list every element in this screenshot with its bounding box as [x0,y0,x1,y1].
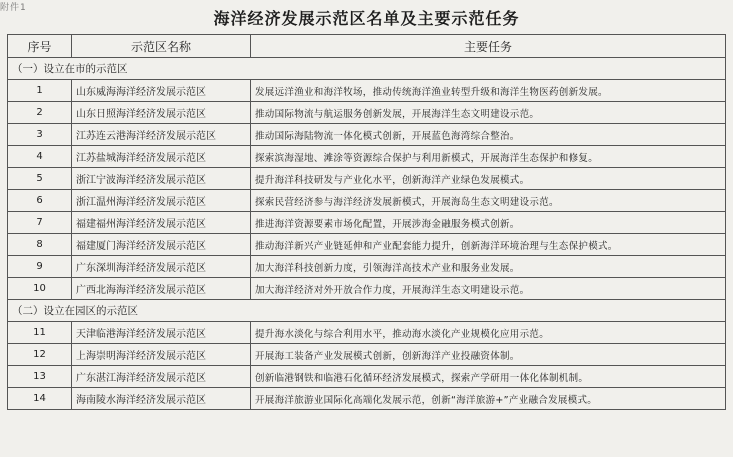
row-main-task: 推动国际海陆物流一体化模式创新，开展蓝色海湾综合整治。 [251,124,726,146]
section-row [8,58,726,80]
row-zone-name: 上海崇明海洋经济发展示范区 [72,344,251,366]
row-main-task: 探索民营经济参与海洋经济发展新模式，开展海岛生态文明建设示范。 [251,190,726,212]
row-zone-name: 广东湛江海洋经济发展示范区 [72,366,251,388]
row-serial: 1 [8,80,72,102]
row-serial: 10 [8,278,72,300]
row-main-task: 提升海洋科技研发与产业化水平，创新海洋产业绿色发展模式。 [251,168,726,190]
section-label: （一）设立在市的示范区 [8,58,726,80]
row-main-task: 推进海洋资源要素市场化配置，开展涉海金融服务模式创新。 [251,212,726,234]
row-main-task: 发展远洋渔业和海洋牧场，推动传统海洋渔业转型升级和海洋生物医药创新发展。 [251,80,726,102]
table-row [8,124,726,146]
row-zone-name: 山东日照海洋经济发展示范区 [72,102,251,124]
row-serial: 12 [8,344,72,366]
table-row [8,190,726,212]
section-row [8,300,726,322]
row-serial: 3 [8,124,72,146]
table-row [8,168,726,190]
row-zone-name: 广西北海海洋经济发展示范区 [72,278,251,300]
row-zone-name: 福建福州海洋经济发展示范区 [72,212,251,234]
row-main-task: 开展海洋旅游业国际化高端化发展示范，创新“海洋旅游+”产业融合发展模式。 [251,388,726,410]
row-serial: 14 [8,388,72,410]
table-row [8,102,726,124]
row-serial: 2 [8,102,72,124]
row-main-task: 推动海洋新兴产业链延伸和产业配套能力提升，创新海洋环境治理与生态保护模式。 [251,234,726,256]
table-row [8,322,726,344]
table-row [8,278,726,300]
row-zone-name: 天津临港海洋经济发展示范区 [72,322,251,344]
table-row [8,212,726,234]
row-zone-name: 浙江宁波海洋经济发展示范区 [72,168,251,190]
row-main-task: 加大海洋经济对外开放合作力度，开展海洋生态文明建设示范。 [251,278,726,300]
row-zone-name: 江苏连云港海洋经济发展示范区 [72,124,251,146]
table-row [8,234,726,256]
header-main-task: 主要任务 [251,35,726,58]
header-zone-name: 示范区名称 [72,35,251,58]
demonstration-zone-table [7,34,726,410]
table-body [8,58,726,410]
table-row [8,256,726,278]
row-serial: 8 [8,234,72,256]
table-row [8,366,726,388]
row-serial: 7 [8,212,72,234]
row-main-task: 探索滨海湿地、滩涂等资源综合保护与利用新模式，开展海洋生态保护和修复。 [251,146,726,168]
table-row [8,146,726,168]
row-serial: 6 [8,190,72,212]
table-row [8,80,726,102]
row-serial: 5 [8,168,72,190]
row-zone-name: 海南陵水海洋经济发展示范区 [72,388,251,410]
row-serial: 13 [8,366,72,388]
row-main-task: 提升海水淡化与综合利用水平，推动海水淡化产业规模化应用示范。 [251,322,726,344]
row-serial: 11 [8,322,72,344]
row-main-task: 推动国际物流与航运服务创新发展，开展海洋生态文明建设示范。 [251,102,726,124]
row-zone-name: 江苏盐城海洋经济发展示范区 [72,146,251,168]
row-serial: 9 [8,256,72,278]
header-serial: 序号 [8,35,72,58]
row-zone-name: 福建厦门海洋经济发展示范区 [72,234,251,256]
row-zone-name: 浙江温州海洋经济发展示范区 [72,190,251,212]
row-zone-name: 山东威海海洋经济发展示范区 [72,80,251,102]
table-row [8,388,726,410]
document-title: 海洋经济发展示范区名单及主要示范任务 [213,9,520,28]
corner-mark: 附件1 [0,3,27,13]
row-serial: 4 [8,146,72,168]
row-main-task: 加大海洋科技创新力度，引领海洋高技术产业和服务业发展。 [251,256,726,278]
table-header-row [8,35,726,58]
row-main-task: 创新临港钢铁和临港石化循环经济发展模式，探索产学研用一体化体制机制。 [251,366,726,388]
row-zone-name: 广东深圳海洋经济发展示范区 [72,256,251,278]
row-main-task: 开展海工装备产业发展模式创新，创新海洋产业投融资体制。 [251,344,726,366]
table-row [8,344,726,366]
section-label: （二）设立在园区的示范区 [8,300,726,322]
